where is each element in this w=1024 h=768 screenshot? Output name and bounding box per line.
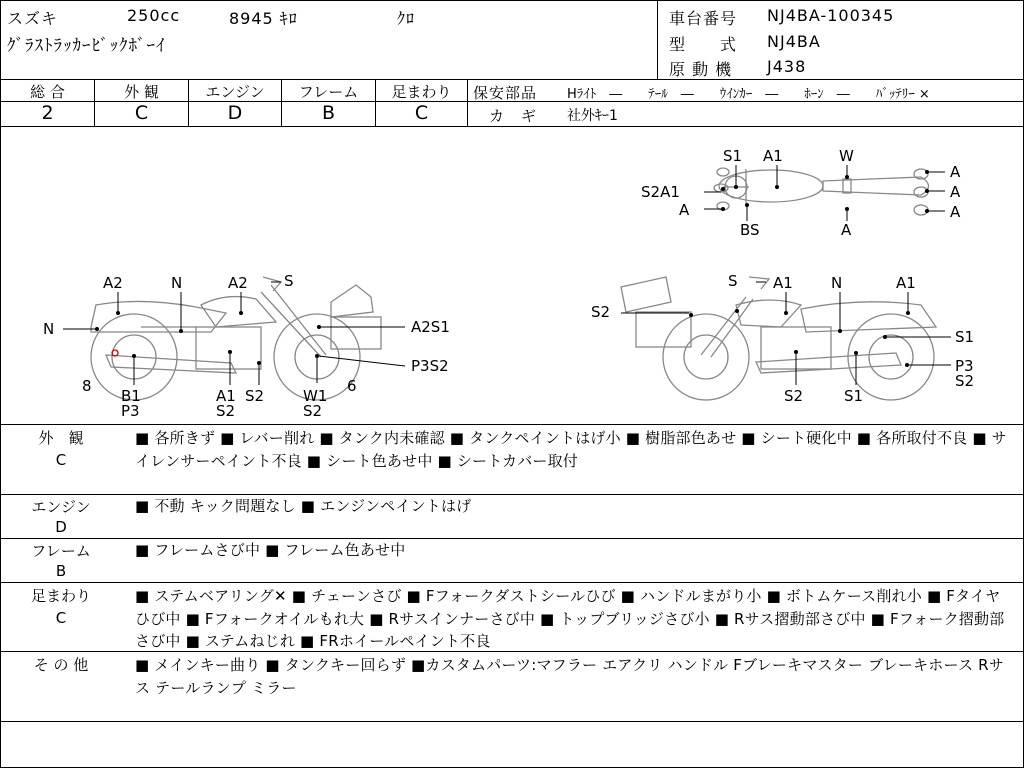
section-exterior-text: ■ 各所きず ■ レバー削れ ■ タンク内未確認 ■ タンクペイントはげ小 ■ 樹脂部色あせ ■ シート硬化中 ■ 各所取付不良 ■ サイレンサーペイント不良 ■ シート色あせ中 ■ シートカバー取付 bbox=[135, 429, 1007, 470]
label-right-a1-mid: A1 bbox=[773, 274, 793, 292]
label-top-a-bottom: A bbox=[841, 221, 852, 239]
safety-parts-label: 保安部品 bbox=[473, 84, 538, 102]
label-right-s2-low: S2 bbox=[784, 387, 804, 405]
section-exterior-grade: C bbox=[55, 451, 67, 469]
key-value: 社外ｷｰ1 bbox=[567, 108, 618, 124]
label-right-n: N bbox=[831, 274, 843, 292]
label-right-s1-low: S1 bbox=[844, 387, 864, 405]
grade-exterior-value: C bbox=[134, 102, 149, 124]
section-suspension-title: 足まわり bbox=[30, 587, 91, 605]
divider bbox=[657, 1, 658, 79]
body-color: ｸﾛ bbox=[397, 9, 416, 28]
engine-code: J438 bbox=[767, 57, 807, 76]
label-left-a2-mid: A2 bbox=[228, 274, 248, 292]
label-top-a-r2: A bbox=[950, 183, 961, 201]
label-left-8: 8 bbox=[82, 377, 92, 395]
displacement: 250cc bbox=[127, 6, 181, 25]
label-left-p3: P3 bbox=[121, 402, 140, 420]
section-suspension-text: ■ ステムベアリング✕ ■ チェーンさび ■ Fフォークダストシールひび ■ ハンドルまがり小 ■ ボトムケース削れ小 ■ Fタイヤひび中 ■ Fフォークオイルもれ大 ■ Rサスインナーさび中 ■ トップブリッジさび小 ■ Rサス摺動部さび中 ■ Fフォーク摺動部さび中 ■ ステムねじれ ■ FRホイールペイント不良 bbox=[135, 587, 1005, 650]
grade-total-value: 2 bbox=[41, 102, 54, 124]
label-top-a-r3: A bbox=[950, 203, 961, 221]
frame-number-label: 車台番号 bbox=[669, 9, 738, 28]
label-left-n-side: N bbox=[43, 320, 55, 338]
label-right-a1-rear: A1 bbox=[896, 274, 916, 292]
frame-number: NJ4BA-100345 bbox=[767, 6, 895, 25]
label-left-p3s2: P3S2 bbox=[411, 357, 449, 375]
damage-markers bbox=[95, 170, 929, 367]
motorcycle-right-view bbox=[621, 277, 936, 400]
label-top-s2a1: S2A1 bbox=[641, 183, 680, 201]
grade-exterior-label: 外 観 bbox=[124, 83, 159, 101]
label-right-p3: P3 bbox=[955, 357, 974, 375]
grade-frame-label: フレーム bbox=[298, 83, 359, 101]
label-left-b1: B1 bbox=[121, 387, 141, 405]
label-right-s-top: S bbox=[728, 272, 738, 290]
label-left-n-top: N bbox=[171, 274, 183, 292]
section-engine-grade: D bbox=[55, 518, 67, 536]
grade-engine-value: D bbox=[227, 102, 243, 124]
label-left-a2-rear: A2 bbox=[103, 274, 123, 292]
section-frame-text: ■ フレームさび中 ■ フレーム色あせ中 bbox=[135, 541, 406, 559]
section-exterior-title: 外 観 bbox=[38, 429, 84, 447]
label-right-s1: S1 bbox=[955, 328, 975, 346]
label-top-a1: A1 bbox=[763, 147, 783, 165]
label-right-s2: S2 bbox=[955, 372, 975, 390]
label-top-a-r1: A bbox=[950, 163, 961, 181]
label-left-s2-low: S2 bbox=[216, 402, 236, 420]
model-name: ｸﾞﾗｽﾄﾗｯｶｰﾋﾞｯｸﾎﾞｰｲ bbox=[7, 36, 166, 56]
divider bbox=[1, 424, 1023, 425]
label-top-a-left: A bbox=[679, 201, 690, 219]
divider bbox=[1, 721, 1023, 722]
label-left-w1: W1 bbox=[303, 387, 328, 405]
engine-code-label: 原 動 機 bbox=[669, 60, 733, 79]
section-frame-grade: B bbox=[55, 562, 67, 580]
section-suspension-grade: C bbox=[55, 609, 67, 627]
section-frame-title: フレーム bbox=[31, 542, 91, 560]
model-type-label: 型 式 bbox=[669, 35, 738, 54]
mileage: 8945 ｷﾛ bbox=[229, 9, 298, 28]
section-engine-text: ■ 不動 キック問題なし ■ エンジンペイントはげ bbox=[135, 497, 472, 515]
label-right-s2-bag: S2 bbox=[591, 303, 611, 321]
label-left-s2-front: S2 bbox=[303, 402, 323, 420]
damage-diagram bbox=[1, 127, 1023, 425]
label-top-w: W bbox=[839, 147, 854, 165]
label-top-bs: BS bbox=[740, 221, 760, 239]
divider bbox=[467, 79, 468, 126]
key-label: カ ギ bbox=[489, 107, 538, 125]
label-left-a1: A1 bbox=[216, 387, 236, 405]
grade-suspension-label: 足まわり bbox=[391, 83, 452, 101]
grade-engine-label: エンジン bbox=[205, 83, 265, 101]
label-left-a2s1: A2S1 bbox=[411, 318, 450, 336]
label-left-6: 6 bbox=[347, 377, 357, 395]
motorcycle-top-view bbox=[714, 168, 929, 215]
grade-frame-value: B bbox=[321, 102, 336, 124]
divider bbox=[1, 79, 1023, 80]
section-other-title: そ の 他 bbox=[33, 656, 89, 674]
maker: スズキ bbox=[7, 9, 59, 28]
safety-parts-items: Hﾗｲﾄ ― ﾃｰﾙ ― ｳｲﾝｶｰ ― ﾎｰﾝ ― ﾊﾞｯﾃﾘｰ × bbox=[567, 87, 930, 102]
label-left-s-top: S bbox=[284, 272, 294, 290]
grade-suspension-value: C bbox=[414, 102, 429, 124]
divider bbox=[1, 582, 1023, 583]
model-type: NJ4BA bbox=[767, 32, 821, 51]
section-engine-title: エンジン bbox=[31, 498, 91, 516]
label-top-s1: S1 bbox=[723, 147, 743, 165]
section-other-text: ■ メインキー曲り ■ タンクキー回らず ■カスタムパーツ:マフラー エアクリ ハンドル Fブレーキマスター ブレーキホース Rサス テールランプ ミラー bbox=[135, 656, 1004, 697]
label-left-s2-mid: S2 bbox=[245, 387, 265, 405]
grade-total-label: 総 合 bbox=[30, 83, 65, 101]
